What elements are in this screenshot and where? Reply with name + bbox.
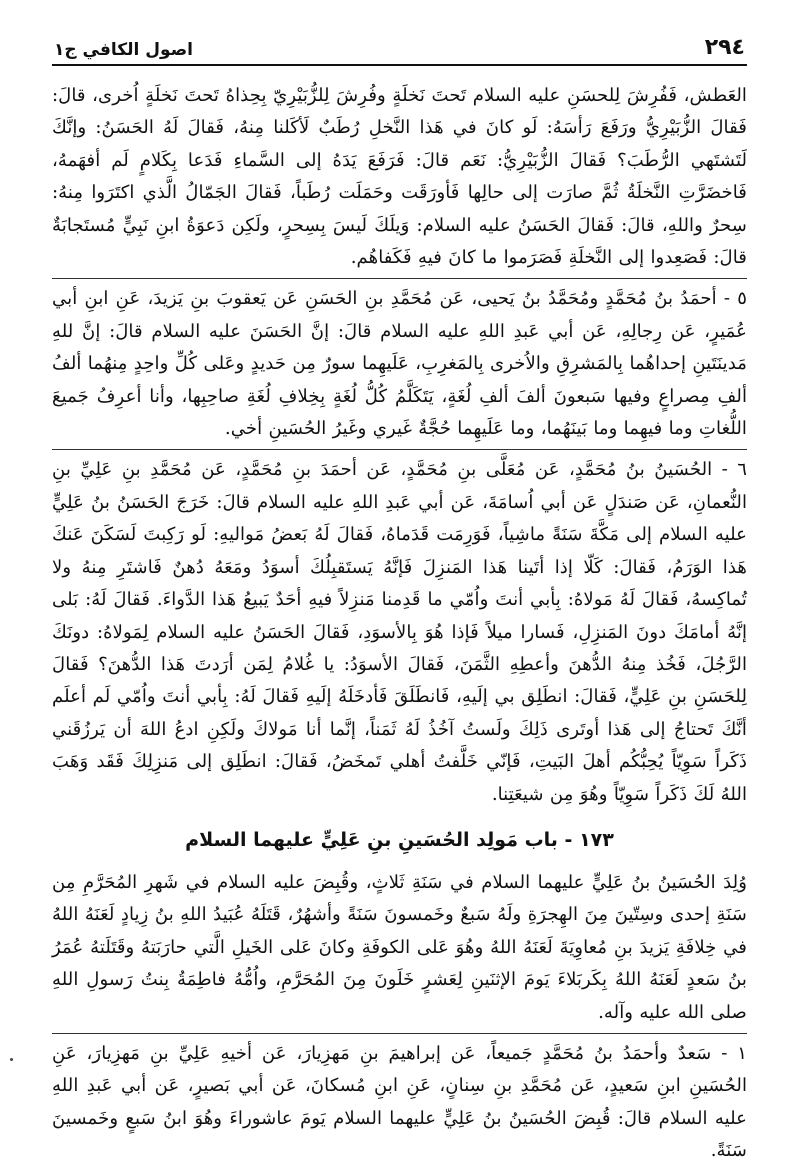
page-number: ٢٩٤ xyxy=(704,35,745,60)
margin-dot xyxy=(10,1058,13,1061)
book-page xyxy=(52,28,747,1162)
paragraph-hadith-6: ٦ - الحُسَينُ بنُ مُحَمَّدٍ، عَن مُعَلَّى بنِ مُحَمَّدٍ، عَن أحمَدَ بنِ مُحَمَّدٍ، عَن مُحَمَّدِ بنِ عَلِيِّ بنِ النُّعمانِ، عَن صَندَلٍ عَن أبي اُسامَةَ، عَن أبي عَبدِ اللهِ عليه السلام قالَ: خَرَجَ الحَسَنُ بنُ عَلِيٍّ عليه السلام إلى مَكَّةَ سَنَةً ماشِياً، فَوَرِمَت قَدَماهُ، فَقالَ لَهُ بَعضُ مَواليهِ: لَو رَكِبتَ لَسَكَنَ عَنكَ هَذا الوَرَمُ، فَقالَ: كَلّا إذا أتَينا هَذا المَنزِلَ فَإنَّهُ يَستَقبِلُكَ أسوَدُ ومَعَهُ دُهنٌ فَاشتَرِ مِنهُ ولا تُماكِسهُ، فَقالَ لَهُ مَولاهُ: بِأبي أنتَ واُمّي ما قَدِمنا مَنزِلاً فيهِ أحَدٌ يَبيعُ هَذا الدَّواءَ. فَقالَ لَهُ: بَلى إنَّهُ أمامَكَ دونَ المَنزِلِ، فَسارا ميلاً فَإذا هُوَ بِالأسوَدِ، فَقالَ الحَسَنُ عليه السلام لِمَولاهُ: دونَكَ الرَّجُلَ، فَخُذ مِنهُ الدُّهنَ وأعطِهِ الثَّمَنَ، فَقالَ الأسوَدُ: يا غُلامُ لِمَن أرَدتَ هَذا الدُّهنَ؟ فَقالَ لِلحَسَنِ بنِ عَلِيٍّ، فَقالَ: انطَلِق بي إلَيهِ، فَانطَلَقَ فَأدخَلَهُ إلَيهِ فَقالَ لَهُ: بِأبي أنتَ واُمّي لَم أعلَم أنَّكَ تَحتاجُ إلى هَذا أوتَرى ذَلِكَ ولَستُ آخُذُ لَهُ ثَمَناً، إنَّما أنا مَولاكَ ولَكِنِ ادعُ اللهَ أن يَرزُقَني ذَكَراً سَوِيّاً يُحِبُّكُم أهلَ البَيتِ، فَإنّي خَلَّفتُ أهلي تَمخَضُ، فَقالَ: انطَلِق إلى مَنزِلِكَ فَقَد وَهَبَ اللهُ لَكَ ذَكَراً سَوِيّاً وهُوَ مِن شيعَتِنا. xyxy=(52,459,747,805)
paragraph-divider xyxy=(52,1033,747,1034)
paragraph-chapter-hadith-1: ١ - سَعدٌ وأحمَدُ بنُ مُحَمَّدٍ جَميعاً، عَن إبراهيمَ بنِ مَهزِيارَ، عَن أخيهِ عَلِيِّ بنِ مَهزِيارَ، عَنِ الحُسَينِ ابنِ سَعيدٍ، عَن مُحَمَّدِ بنِ سِنانٍ، عَنِ ابنِ مُسكانَ، عَن أبي بَصيرٍ، عَن أبي عَبدِ اللهِ عليه السلام قالَ: قُبِضَ الحُسَينُ بنُ عَلِيٍّ عليهما السلام يَومَ عاشوراءَ وهُوَ ابنُ سَبعٍ وخَمسينَ سَنَةً. xyxy=(52,1042,747,1162)
paragraph-hadith-5: ٥ - أحمَدُ بنُ مُحَمَّدٍ ومُحَمَّدُ بنُ يَحيى، عَن مُحَمَّدِ بنِ الحَسَنِ عَن يَعقوبَ بنِ يَزيدَ، عَنِ ابنِ أبي عُمَيرٍ، عَن رِجالِهِ، عَن أبي عَبدِ اللهِ عليه السلام قالَ: إنَّ الحَسَنَ عليه السلام قالَ: إنَّ للهِ مَدينَتَينِ إحداهُما بِالمَشرِقِ والاُخرى بِالمَغرِبِ، عَلَيهِما سورٌ مِن حَديدٍ وعَلى كُلِّ واحِدٍ مِنهُما ألفُ ألفِ مِصراعٍ وفيها سَبعونَ ألفَ ألفِ لُغَةٍ، يَتَكَلَّمُ كُلُّ لُغَةٍ بِخِلافِ لُغَةِ صاحِبِها، وأنا أعرِفُ جَميعَ اللُّغاتِ وما فيهِما وما بَينَهُما، وما عَلَيهِما حُجَّةٌ غَيري وغَيرُ الحُسَينِ أخي. xyxy=(52,288,747,440)
paragraph-hadith-4-end: العَطش، فَفُرِشَ لِلحسَنِ عليه السلام تَحتَ نَخلَةٍ وفُرِشَ لِلزُّبَيْرِيّ بِحِذاهُ تَحتَ نَخلَةٍ اُخرى، قالَ: فَقالَ الزُّبَيْرِيُّ ورَفَعَ رَأسَهُ: لَو كانَ في هَذا النَّخلِ رُطَبٌ لَأكَلنا مِنهُ، فَقالَ لَهُ الحَسَنُ: وإنَّكَ لَتَشتَهي الرُّطَبَ؟ فَقالَ الزُّبَيْرِيُّ: نَعَم قالَ: فَرَفَعَ يَدَهُ إلى السَّماءِ فَدَعا بِكَلامٍ لَم أفهَمهُ، فَاخضَرَّتِ النَّخلَةُ ثُمَّ صارَت إلى حالِها فَأورَقَت وحَمَلَت رُطَباً، فَقالَ الجَمّالُ الَّذي اكتَرَوا مِنهُ: سِحرٌ واللهِ، قالَ: فَقالَ الحَسَنُ عليه السلام: وَيلَكَ لَيسَ بِسِحرٍ، ولَكِن دَعوَةُ ابنِ نَبِيٍّ مُستَجابَةٌ قالَ: فَصَعِدوا إلى النَّخلَةِ فَصَرَموا ما كانَ فيهِ فَكَفاهُم. xyxy=(52,85,747,269)
paragraph-chapter-intro: وُلِدَ الحُسَينُ بنُ عَلِيٍّ عليهما السلام في سَنَةِ ثَلاثٍ، وقُبِضَ عليه السلام في شَهرِ المُحَرَّمِ مِن سَنَةِ إحدى وسِتّينَ مِنَ الهِجرَةِ ولَهُ سَبعٌ وخَمسونَ سَنَةً وأشهُرٌ، قَتَلَهُ عُبَيدُ اللهِ بنُ زِيادٍ لَعَنَهُ اللهُ في خِلافَةِ يَزيدَ بنِ مُعاوِيَةَ لَعَنَهُ اللهُ وهُوَ عَلى الكوفَةِ وكانَ عَلى الخَيلِ الَّتي حارَبَتهُ وقَتَلَتهُ عُمَرُ بنُ سَعدٍ لَعَنَهُ اللهُ بِكَربَلاءَ يَومَ الإثنَينِ لِعَشرٍ خَلَونَ مِنَ المُحَرَّمِ، واُمُّهُ فاطِمَةُ بِنتُ رَسولِ اللهِ صلى الله عليه وآله. xyxy=(52,871,747,1023)
chapter-heading: ١٧٣ - باب مَولِد الحُسَينِ بنِ عَلِيٍّ عليهما السلام xyxy=(185,828,614,851)
running-header xyxy=(52,28,747,66)
book-title: اصول الكافي ج١ xyxy=(54,40,193,60)
paragraph-divider xyxy=(52,449,747,450)
main-text xyxy=(52,80,747,1168)
paragraph-divider xyxy=(52,278,747,279)
